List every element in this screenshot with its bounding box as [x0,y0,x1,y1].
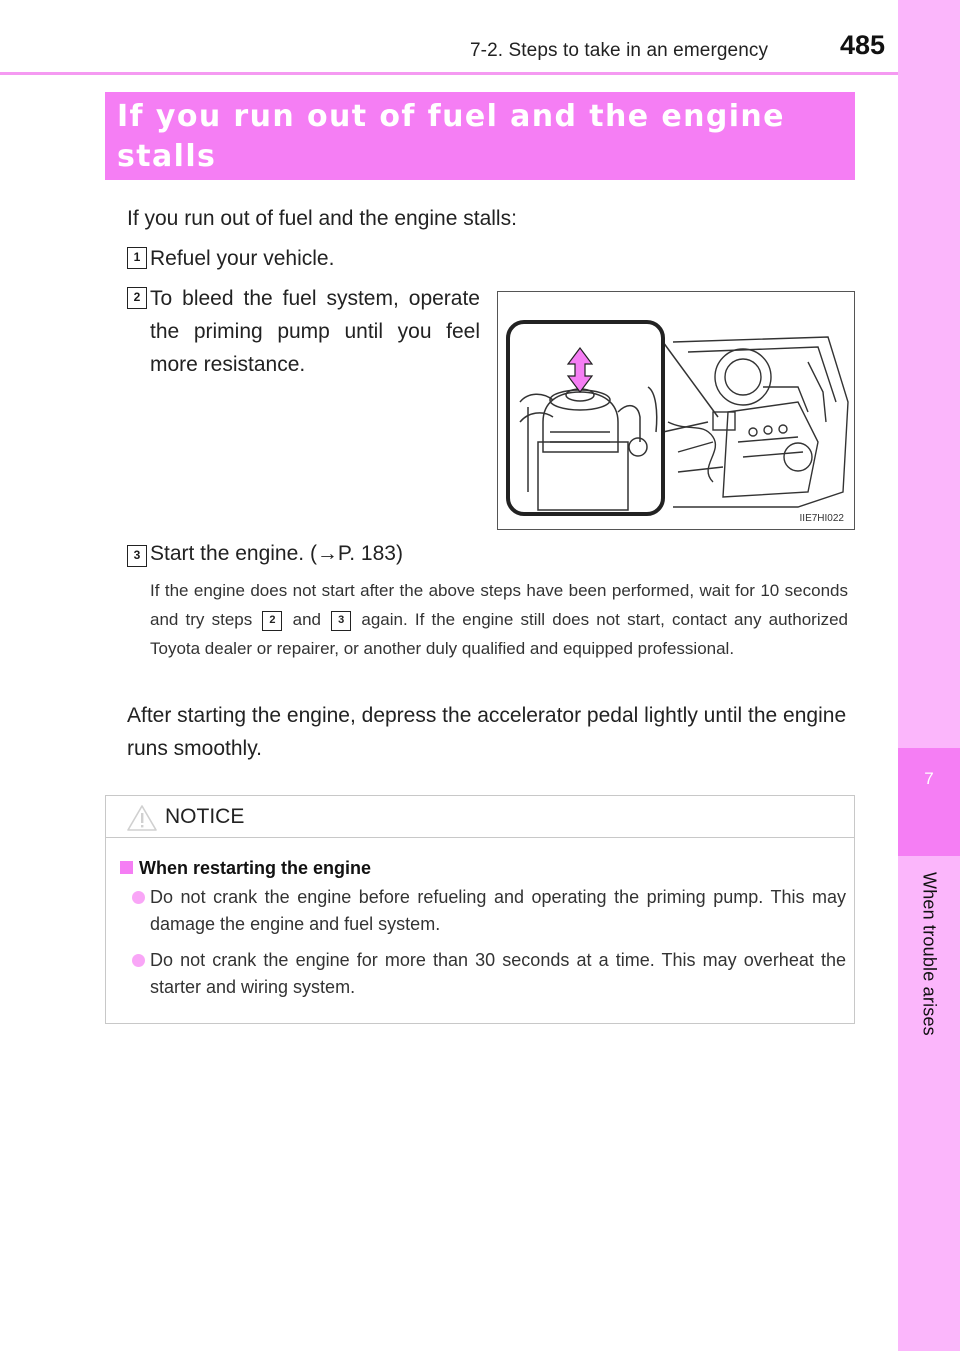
note-part3: again. If the engine still does not start, contact any authorized Toyota dealer or repairer, or another duly qualified and equipped professional. [150,610,849,658]
notice-bullet-2-text: Do not crank the engine for more than 30 seconds at a time. This may overheat the starter and wiring system. [150,950,846,997]
step-3-note [150,576,848,663]
chapter-side-tab [898,0,960,1351]
notice-subheading-text: When restarting the engine [139,858,372,878]
step-3-badge: 3 [127,545,147,567]
circle-bullet-icon [132,954,145,967]
square-bullet-icon [120,861,133,874]
step-1-badge: 1 [127,247,147,269]
after-start-text: After starting the engine, depress the accelerator pedal lightly until the engine runs smoothly. [127,704,847,760]
page-number: 485 [840,30,886,60]
note-part2: and [292,610,321,629]
section-title-banner [105,92,855,214]
notice-title: NOTICE [165,805,245,828]
priming-pump-illustration-icon [498,292,855,530]
step-3-text: Start the engine. (→P. 183) [150,542,403,565]
section-title-line2: (diesel engine only) [117,179,481,214]
chapter-number-box [898,748,960,856]
header-section-path: 7-2. Steps to take in an emergency [470,40,769,61]
note-part1: If the engine does not start after the above steps have been performed, wait for 10 seconds and try steps [150,581,848,629]
priming-pump-figure [497,291,855,530]
intro-text: If you run out of fuel and the engine stalls: [127,207,517,230]
notice-bullet-1-text: Do not crank the engine before refueling and operating the priming pump. This may damage the engine and fuel system. [150,887,846,934]
step-2-badge: 2 [127,287,147,309]
note-step-ref-2: 2 [262,611,282,631]
figure-code: IIE7HI022 [799,513,844,524]
notice-subheading [120,858,371,879]
notice-header [106,796,854,838]
section-title-line1: If you run out of fuel and the engine stalls [117,99,785,174]
notice-box [105,795,855,1024]
notice-bullet-2 [132,947,846,1001]
chapter-title: When trouble arises [919,872,940,1036]
step-2-text: To bleed the fuel system, operate the priming pump until you feel more resistance. [150,287,480,376]
warning-triangle-icon [126,804,158,832]
note-step-ref-3: 3 [331,611,351,631]
notice-bullet-1 [132,884,846,938]
circle-bullet-icon [132,891,145,904]
step-1-text: Refuel your vehicle. [150,247,335,270]
chapter-number: 7 [924,769,934,788]
header-divider [0,72,898,75]
